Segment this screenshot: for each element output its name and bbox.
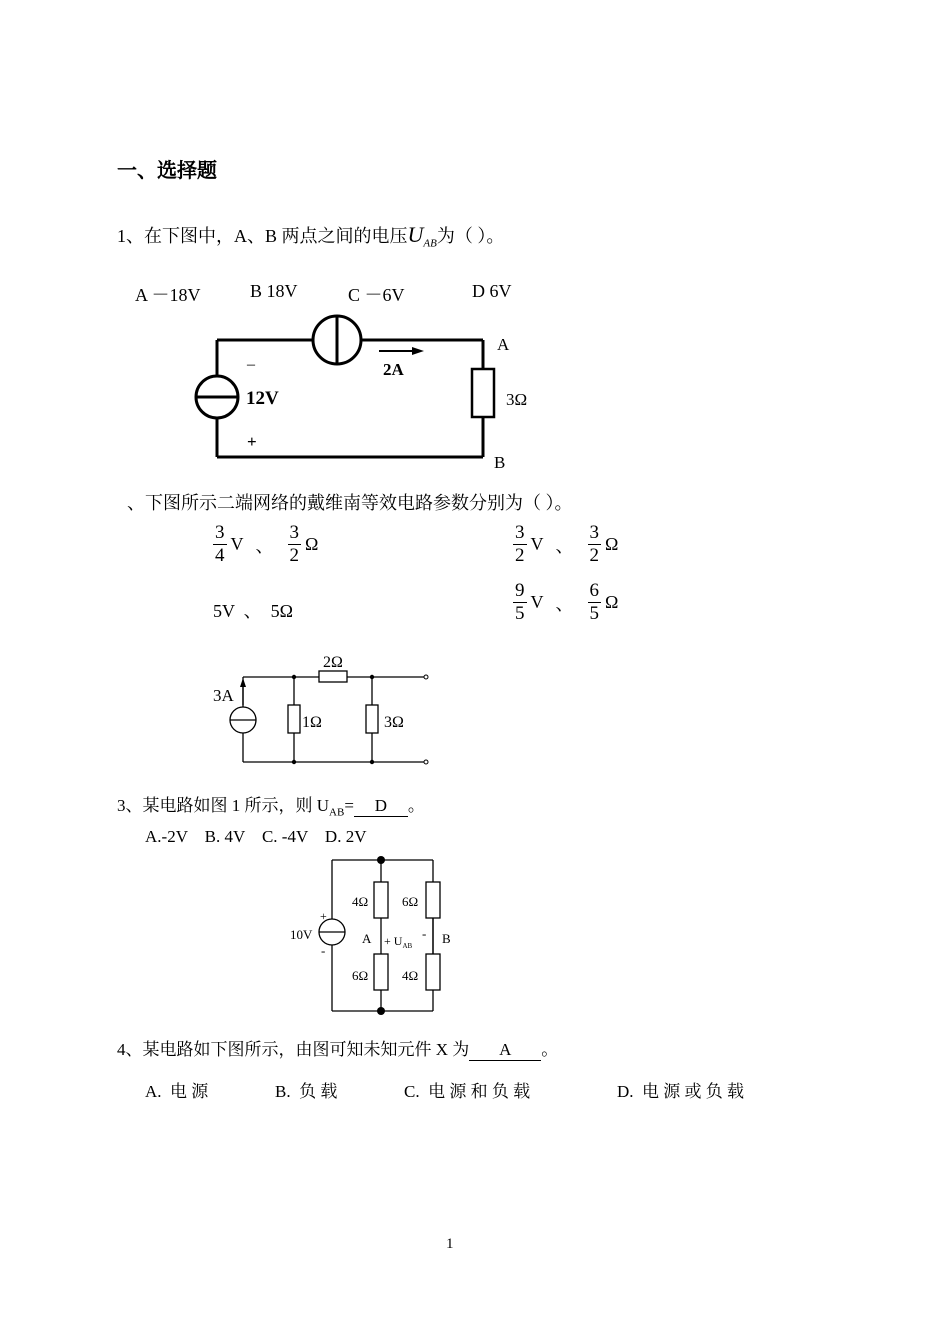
q2-opt4-resistance-fraction: $\frac{6}{5}$ <box>589 580 599 624</box>
q2-opt2-v-unit: V <box>530 534 544 554</box>
q1-circuit-diagram <box>190 312 530 477</box>
resistor-icon <box>472 369 494 417</box>
q1-minus-sign: – <box>247 356 255 373</box>
q2-r2-label: 2Ω <box>323 654 343 671</box>
q3-r-tl-label: 4Ω <box>352 894 369 909</box>
q1-option-d[interactable]: D 6V <box>472 281 512 301</box>
page-number: 1 <box>446 1236 454 1252</box>
q1-node-b: B <box>494 453 506 472</box>
junction-dot <box>292 675 296 679</box>
q3-r-tr-label: 6Ω <box>402 894 419 909</box>
q4-option-c[interactable]: C. 电 源 和 负 载 <box>404 1082 531 1101</box>
q2-r1-label: 1Ω <box>302 714 322 731</box>
resistor-icon <box>374 954 388 990</box>
q3-minus-sign: - <box>321 943 326 958</box>
q1-current-label: 2A <box>383 360 404 379</box>
q3-options[interactable]: A.-2V B. 4V C. -4V D. 2V <box>145 827 367 846</box>
q2-opt2-sep: 、 <box>555 535 574 556</box>
junction-dot <box>370 675 374 679</box>
q2-source-label: 3A <box>213 686 234 705</box>
q2-option-1[interactable] <box>213 522 318 567</box>
q3-node-b: B <box>442 931 451 946</box>
q2-option-3[interactable]: 5V 、 5Ω <box>213 601 294 621</box>
question-2: 、下图所示二端网络的戴维南等效电路参数分别为（ ）。 <box>127 493 573 513</box>
question-1 <box>117 222 504 250</box>
voltage-source-icon <box>196 376 238 418</box>
q3-u-minus: - <box>422 926 427 941</box>
q4-text-before: 4、某电路如下图所示，由图可知未知元件 X 为 <box>117 1040 470 1059</box>
q3-source-label: 10V <box>290 927 313 942</box>
resistor-icon <box>288 705 300 733</box>
question-4 <box>117 1035 558 1061</box>
q3-text-before: 3、某电路如图 1 所示，则 U <box>117 796 330 815</box>
resistor-icon <box>319 671 347 682</box>
current-arrow-icon <box>379 347 424 355</box>
q4-end: 。 <box>541 1040 559 1059</box>
q2-opt1-sep: 、 <box>255 535 274 556</box>
q3-circuit-diagram <box>285 852 460 1017</box>
q1-node-a: A <box>497 335 510 354</box>
q3-subscript: AB <box>329 806 345 819</box>
q1-option-c[interactable]: C －6V <box>348 285 405 305</box>
q4-option-a[interactable]: A. 电 源 <box>145 1082 209 1101</box>
q1-u-subscript: AB <box>423 237 437 250</box>
q1-source-voltage: 12V <box>246 388 279 409</box>
junction-dot <box>370 760 374 764</box>
q1-text-after: 为（ ）。 <box>436 226 505 246</box>
q2-circuit-diagram <box>205 650 445 770</box>
resistor-icon <box>426 882 440 918</box>
q1-option-b[interactable]: B 18V <box>250 281 298 301</box>
q2-opt2-resistance-fraction: $\frac{3}{2}$ <box>589 522 599 566</box>
q2-opt2-voltage-fraction: $\frac{3}{2}$ <box>515 522 525 566</box>
q2-opt1-r-unit: Ω <box>305 534 319 554</box>
junction-dot <box>377 856 385 864</box>
resistor-icon <box>426 954 440 990</box>
terminal-icon <box>424 760 428 764</box>
q3-node-a: A <box>362 931 372 946</box>
q2-opt1-resistance-fraction: $\frac{3}{2}$ <box>289 522 299 566</box>
q2-opt4-voltage-fraction: $\frac{9}{5}$ <box>515 580 525 624</box>
resistor-icon <box>366 705 378 733</box>
q3-answer-blank[interactable]: D <box>354 796 408 817</box>
q3-end: 。 <box>407 796 425 815</box>
q1-text-before: 1、在下图中，A、B 两点之间的电压 <box>117 226 408 246</box>
current-source-icon <box>313 316 361 364</box>
q2-opt4-r-unit: Ω <box>605 592 619 612</box>
q3-u-label: + $U_{AB}$ <box>384 934 413 950</box>
q2-opt2-r-unit: Ω <box>605 534 619 554</box>
q4-answer-blank[interactable]: A <box>469 1040 541 1061</box>
junction-dot <box>377 1007 385 1015</box>
q4-option-b[interactable]: B. 负 载 <box>275 1082 338 1101</box>
q2-option-2[interactable] <box>513 522 618 567</box>
q3-plus-sign: + <box>320 909 327 923</box>
q3-r-br-label: 4Ω <box>402 968 419 983</box>
terminal-icon <box>424 675 428 679</box>
junction-dot <box>292 760 296 764</box>
q2-option-4[interactable] <box>513 580 618 625</box>
q1-option-a[interactable]: A －18V <box>135 285 201 305</box>
q1-plus-sign: + <box>247 432 257 451</box>
q2-opt1-voltage-fraction: $\frac{3}{4}$ <box>215 522 225 566</box>
q2-opt1-v-unit: V <box>230 534 244 554</box>
section-title: 一、选择题 <box>117 158 217 182</box>
q3-equals: = <box>344 796 354 815</box>
q2-opt4-sep: 、 <box>555 593 574 614</box>
q2-r3-label: 3Ω <box>384 714 404 731</box>
q4-option-d[interactable]: D. 电 源 或 负 载 <box>617 1082 745 1101</box>
q1-resistor-label: 3Ω <box>506 390 528 409</box>
resistor-icon <box>374 882 388 918</box>
q3-r-bl-label: 6Ω <box>352 968 369 983</box>
question-3 <box>117 791 425 818</box>
q1-u-symbol: U <box>407 222 424 247</box>
q2-opt4-v-unit: V <box>530 592 544 612</box>
